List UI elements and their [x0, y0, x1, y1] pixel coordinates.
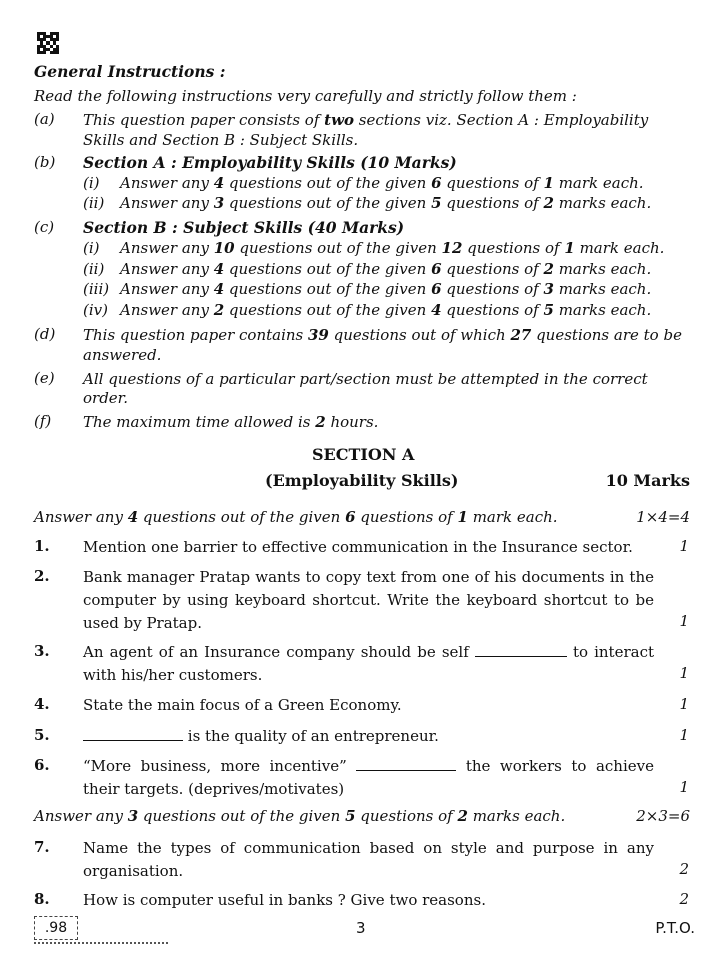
question-marks: 1: [679, 778, 689, 796]
paper-code-box: .98: [34, 916, 78, 940]
sub-text: Answer any 4 questions out of the given 6 questions of 3 marks each.: [120, 280, 652, 298]
question-number: 1.: [34, 537, 50, 555]
fill-blank: [356, 756, 456, 771]
question-marks: 1: [679, 664, 689, 682]
item-f-text: The maximum time allowed is 2 hours.: [83, 413, 379, 431]
question-number: 4.: [34, 695, 50, 713]
fill-blank: [83, 726, 183, 741]
section-marks: 10 Marks: [605, 471, 690, 490]
item-e-text-2: order.: [83, 389, 128, 407]
item-d-text: This question paper contains 39 questions out of which 27 questions are to be: [83, 326, 682, 344]
page-number: 3: [356, 919, 366, 937]
section-b-heading: Section B : Subject Skills (40 Marks): [83, 218, 405, 237]
sub-text: Answer any 10 questions out of the given 12 questions of 1 mark each.: [120, 239, 665, 257]
question-marks: 2: [679, 860, 689, 878]
instructions-intro: Read the following instructions very carefully and strictly follow them :: [34, 87, 577, 105]
sub-label: (i): [83, 239, 100, 257]
sub-label: (i): [83, 174, 100, 192]
instructions-title: General Instructions :: [34, 62, 226, 81]
question-marks: 1: [679, 612, 689, 630]
sub-text: Answer any 2 questions out of the given 4 questions of 5 marks each.: [120, 301, 652, 319]
section-a-heading: Section A : Employability Skills (10 Marks): [83, 153, 457, 172]
item-label: (e): [34, 369, 55, 387]
question-text: An agent of an Insurance company should be self to interact with his/her customers.: [83, 643, 654, 684]
question-number: 6.: [34, 756, 50, 774]
part2-instruction: Answer any 3 questions out of the given 5 questions of 2 marks each.: [34, 807, 566, 825]
part1-instruction: Answer any 4 questions out of the given 6 questions of 1 mark each.: [34, 508, 558, 526]
question-number: 7.: [34, 838, 50, 856]
section-title: SECTION A: [312, 445, 415, 464]
question-text: Mention one barrier to effective communication in the Insurance sector.: [83, 538, 633, 556]
item-d-text-2: answered.: [83, 346, 162, 364]
barcode-strip: [34, 942, 168, 944]
question-text: Bank manager Pratap wants to copy text from one of his documents in the computer by using keyboard shortcut. Write the keyboard shortcut to be used by Pratap.: [83, 568, 654, 632]
item-a-text-2: Skills and Section B : Subject Skills.: [83, 131, 359, 149]
question-number: 8.: [34, 890, 50, 908]
question-number: 2.: [34, 567, 50, 585]
part2-scheme: 2×3=6: [636, 807, 690, 825]
fill-blank: [475, 642, 567, 657]
question-number: 3.: [34, 642, 50, 660]
section-subtitle: (Employability Skills): [265, 471, 459, 490]
question-text: State the main focus of a Green Economy.: [83, 696, 402, 714]
item-a-text: This question paper consists of two sections viz. Section A : Employability: [83, 111, 649, 129]
question-text: “More business, more incentive” the workers to achieve their targets. (deprives/motivates): [83, 757, 654, 798]
item-e-text: All questions of a particular part/section must be attempted in the correct: [83, 370, 648, 388]
item-label: (b): [34, 153, 56, 171]
item-label: (f): [34, 412, 52, 430]
sub-label: (ii): [83, 194, 105, 212]
sub-text: Answer any 4 questions out of the given 6 questions of 1 mark each.: [120, 174, 644, 192]
item-label: (a): [34, 110, 55, 128]
sub-text: Answer any 3 questions out of the given 5 questions of 2 marks each.: [120, 194, 652, 212]
question-text: Name the types of communication based on style and purpose in any organisation.: [83, 839, 654, 880]
item-label: (c): [34, 218, 55, 236]
question-marks: 1: [679, 537, 689, 555]
item-label: (d): [34, 325, 56, 343]
pto-label: P.T.O.: [655, 919, 695, 937]
question-marks: 1: [679, 726, 689, 744]
question-marks: 2: [679, 890, 689, 908]
question-number: 5.: [34, 726, 50, 744]
sub-label: (ii): [83, 260, 105, 278]
question-marks: 1: [679, 695, 689, 713]
sub-text: Answer any 4 questions out of the given 6 questions of 2 marks each.: [120, 260, 652, 278]
sub-label: (iv): [83, 301, 108, 319]
question-text: How is computer useful in banks ? Give two reasons.: [83, 891, 486, 909]
qr-code-icon: [37, 32, 59, 54]
part1-scheme: 1×4=4: [636, 508, 690, 526]
sub-label: (iii): [83, 280, 110, 298]
question-text: is the quality of an entrepreneur.: [83, 725, 654, 748]
